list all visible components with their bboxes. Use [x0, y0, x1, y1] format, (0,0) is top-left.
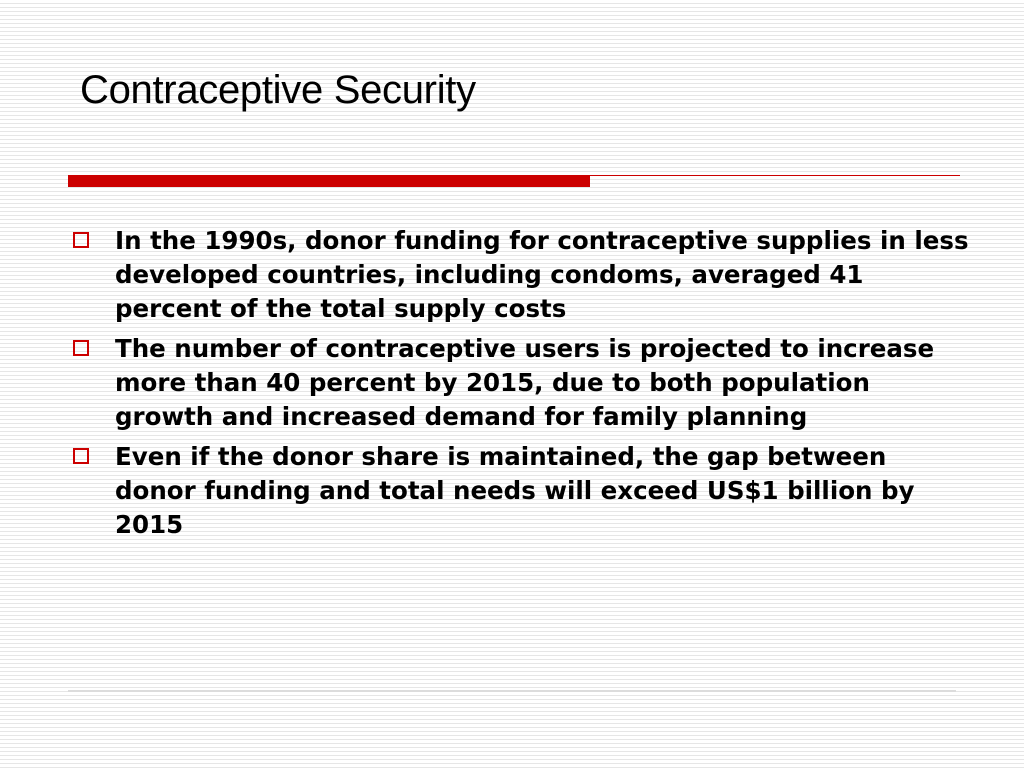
bullet-text: Even if the donor share is maintained, the gap between donor funding and total needs will exceed US$1 billion by 2015	[115, 442, 915, 539]
title-underline-thin-line	[590, 175, 960, 176]
hollow-square-bullet-icon	[73, 232, 89, 248]
hollow-square-bullet-icon	[73, 448, 89, 464]
bullet-text: The number of contraceptive users is projected to increase more than 40 percent by 2015, due to both population growth and increased demand for family planning	[115, 334, 935, 431]
bullet-text: In the 1990s, donor funding for contraceptive supplies in less developed countries, including condoms, averaged 41 percent of the total supply costs	[115, 226, 969, 323]
title-underline-bar	[68, 175, 590, 187]
slide-title: Contraceptive Security	[80, 68, 476, 112]
bullet-item	[70, 440, 970, 542]
bullet-list	[70, 224, 970, 548]
footer-divider	[68, 690, 956, 692]
hollow-square-bullet-icon	[73, 340, 89, 356]
bullet-item	[70, 224, 970, 326]
bullet-item	[70, 332, 970, 434]
